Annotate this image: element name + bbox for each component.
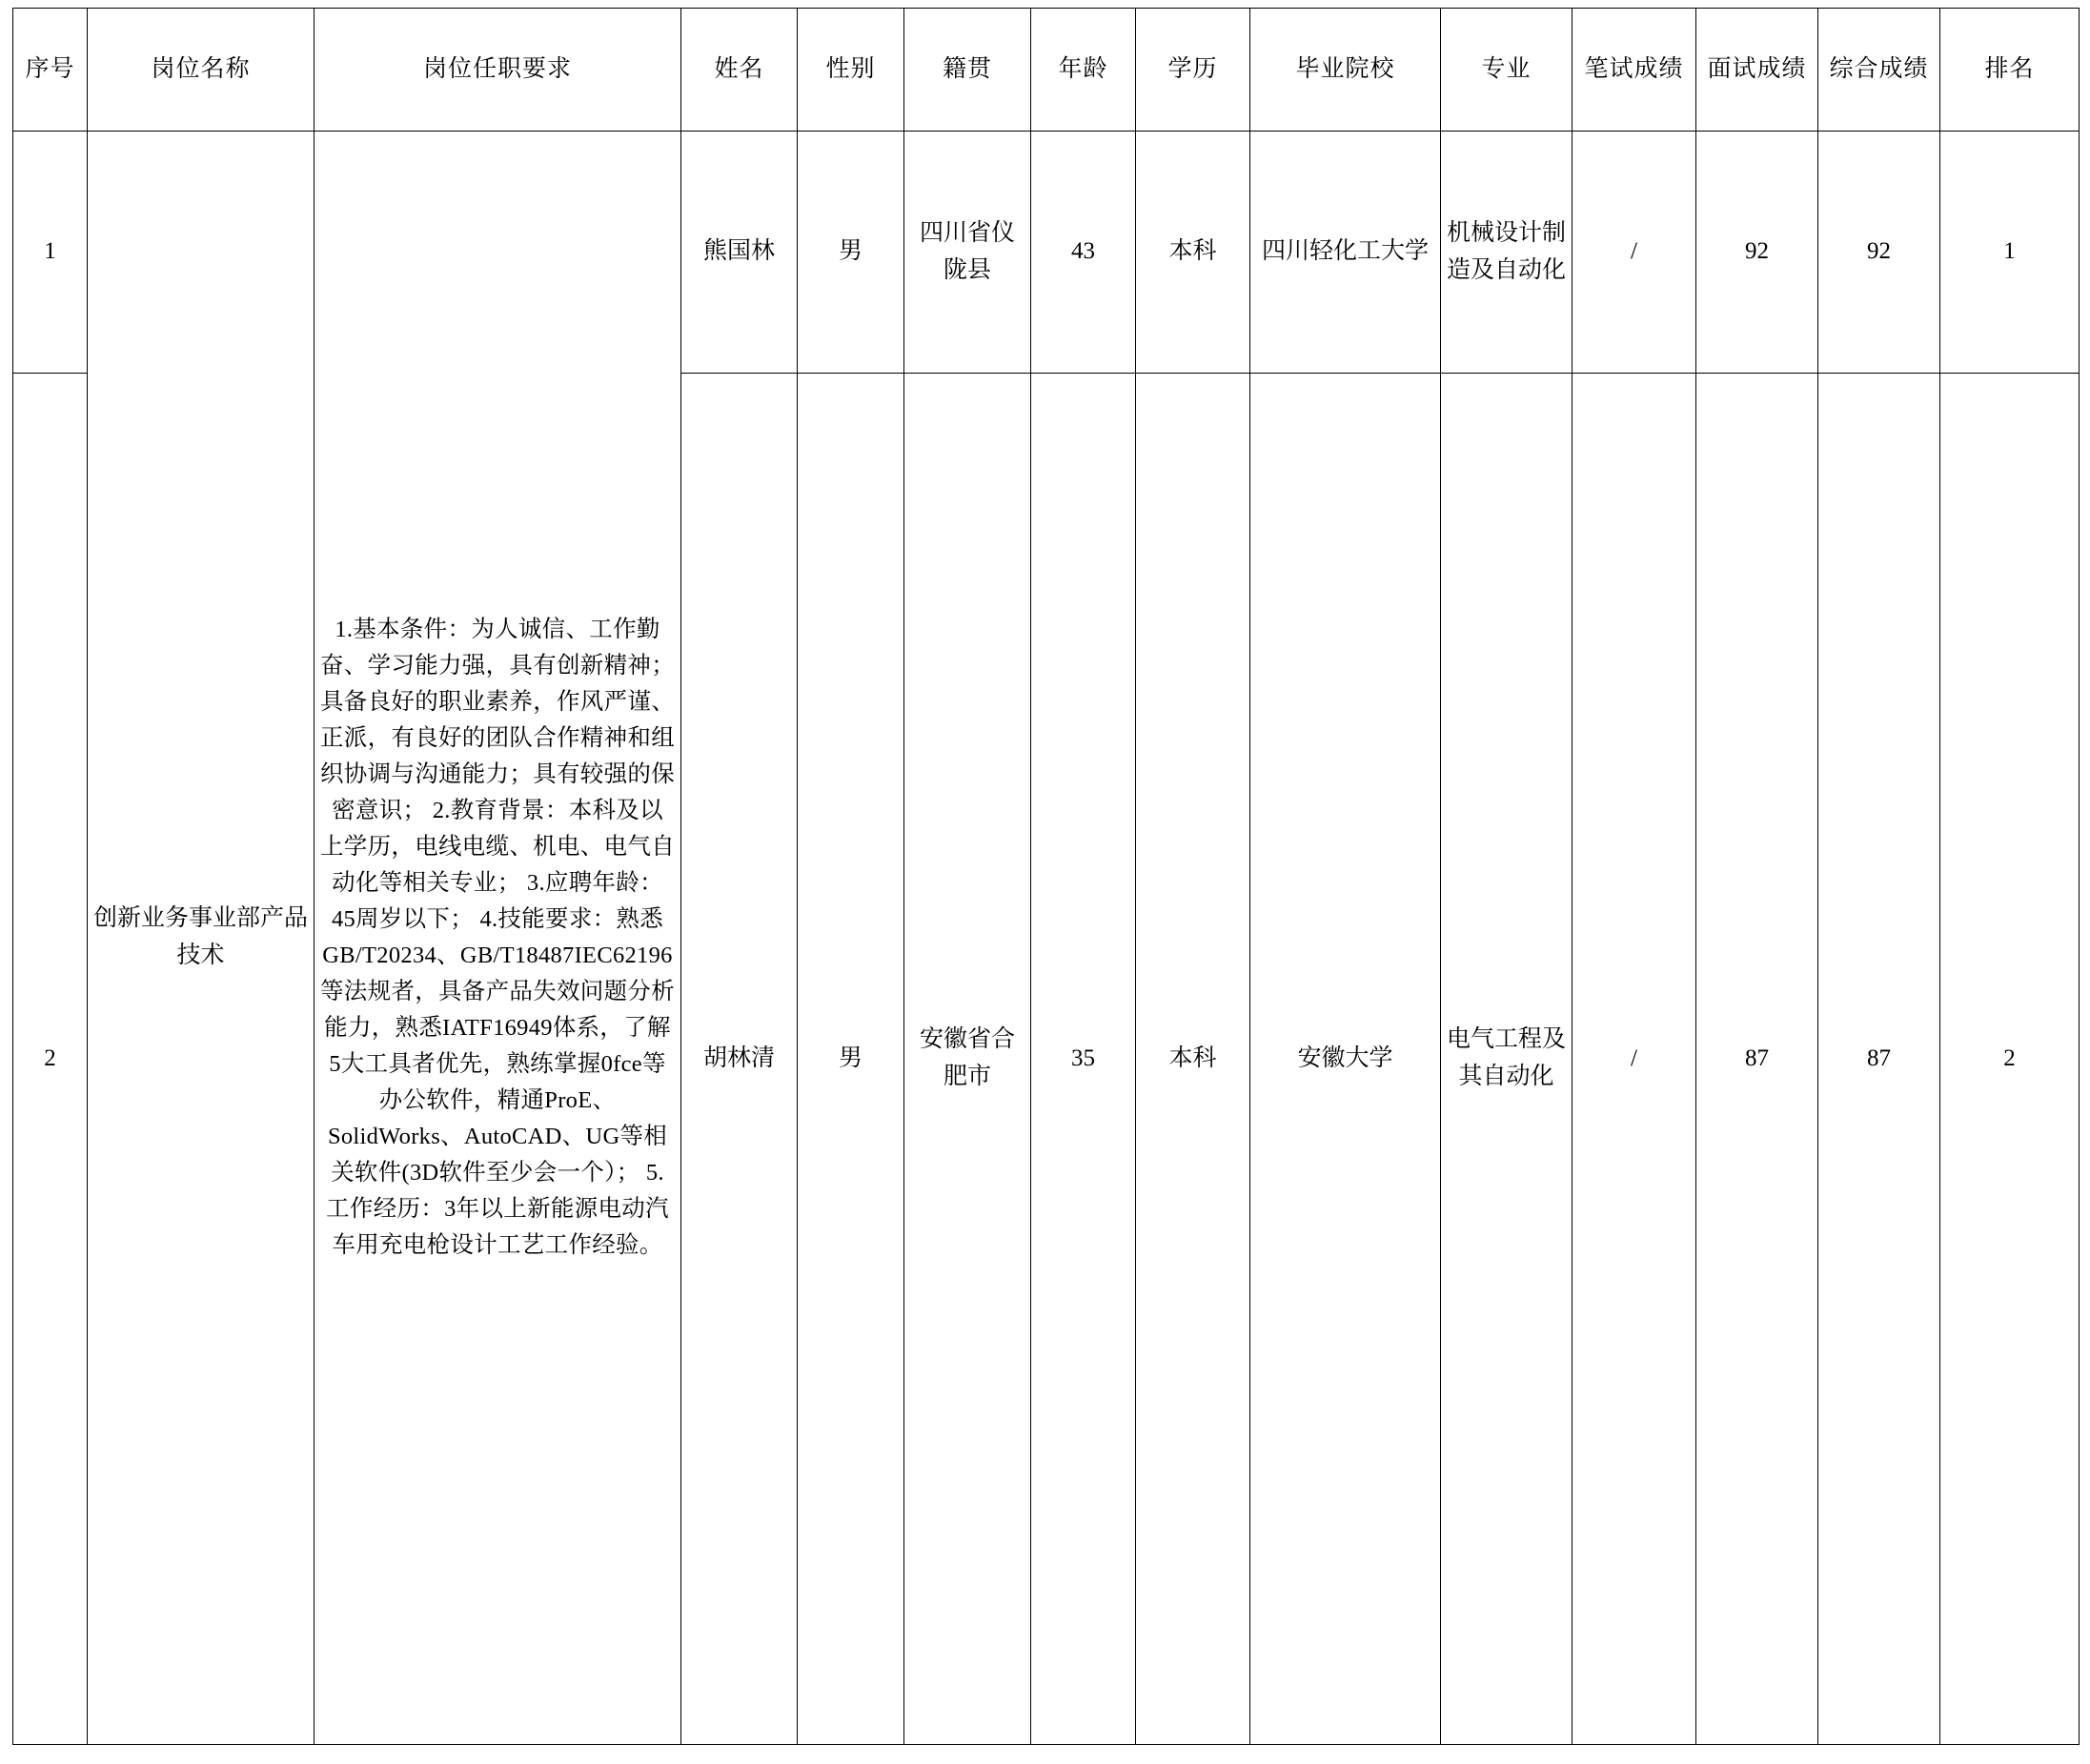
- cell-gender: 男: [798, 374, 904, 1745]
- cell-major: 机械设计制造及自动化: [1441, 132, 1573, 374]
- cell-age: 35: [1031, 374, 1136, 1745]
- cell-name: 熊国林: [681, 132, 798, 374]
- cell-written-score: /: [1573, 374, 1696, 1745]
- cell-post-name: 创新业务事业部产品技术: [88, 132, 315, 1745]
- header-row: [13, 9, 2080, 132]
- cell-gender: 男: [798, 132, 904, 374]
- header-native-place: 籍贯: [904, 9, 1031, 132]
- cell-total-score: 92: [1818, 132, 1940, 374]
- cell-education: 本科: [1136, 374, 1250, 1745]
- cell-age: 43: [1031, 132, 1136, 374]
- cell-major: 电气工程及其自动化: [1441, 374, 1573, 1745]
- header-name: 姓名: [681, 9, 798, 132]
- cell-index: 1: [13, 132, 88, 374]
- candidate-results-table: [12, 8, 2080, 1745]
- cell-rank: 2: [1940, 374, 2080, 1745]
- header-rank: 排名: [1940, 9, 2080, 132]
- header-post-name: 岗位名称: [88, 9, 315, 132]
- cell-interview-score: 87: [1696, 374, 1818, 1745]
- cell-name: 胡林清: [681, 374, 798, 1745]
- header-index: 序号: [13, 9, 88, 132]
- cell-written-score: /: [1573, 132, 1696, 374]
- header-requirements: 岗位任职要求: [315, 9, 681, 132]
- header-interview-score: 面试成绩: [1696, 9, 1818, 132]
- header-school: 毕业院校: [1250, 9, 1441, 132]
- header-gender: 性别: [798, 9, 904, 132]
- header-age: 年龄: [1031, 9, 1136, 132]
- header-education: 学历: [1136, 9, 1250, 132]
- table-header: [13, 9, 2080, 132]
- cell-school: 四川轻化工大学: [1250, 132, 1441, 374]
- cell-requirements: 1.基本条件：为人诚信、工作勤奋、学习能力强，具有创新精神；具备良好的职业素养，作风严谨、正派，有良好的团队合作精神和组织协调与沟通能力；具有较强的保密意识； 2.教育背景：本科及以上学历，电线电缆、机电、电气自动化等相关专业； 3.应聘年龄：45周岁以下； 4.技能要求：熟悉GB/T20234、GB/T18487IEC62196等法规者，具备产品失效问题分析能力，熟悉IATF16949体系，了解5大工具者优先，熟练掌握0fce等办公软件，精通ProE、SolidWorks、AutoCAD、UG等相关软件(3D软件至少会一个）； 5.工作经历：3年以上新能源电动汽车用充电枪设计工艺工作经验。: [315, 132, 681, 1745]
- header-major: 专业: [1441, 9, 1573, 132]
- cell-rank: 1: [1940, 132, 2080, 374]
- table-body: [13, 132, 2080, 1745]
- cell-school: 安徽大学: [1250, 374, 1441, 1745]
- table-row: [13, 132, 2080, 374]
- cell-native-place: 四川省仪陇县: [904, 132, 1031, 374]
- cell-interview-score: 92: [1696, 132, 1818, 374]
- cell-education: 本科: [1136, 132, 1250, 374]
- cell-native-place: 安徽省合肥市: [904, 374, 1031, 1745]
- header-total-score: 综合成绩: [1818, 9, 1940, 132]
- cell-index: 2: [13, 374, 88, 1745]
- cell-total-score: 87: [1818, 374, 1940, 1745]
- header-written-score: 笔试成绩: [1573, 9, 1696, 132]
